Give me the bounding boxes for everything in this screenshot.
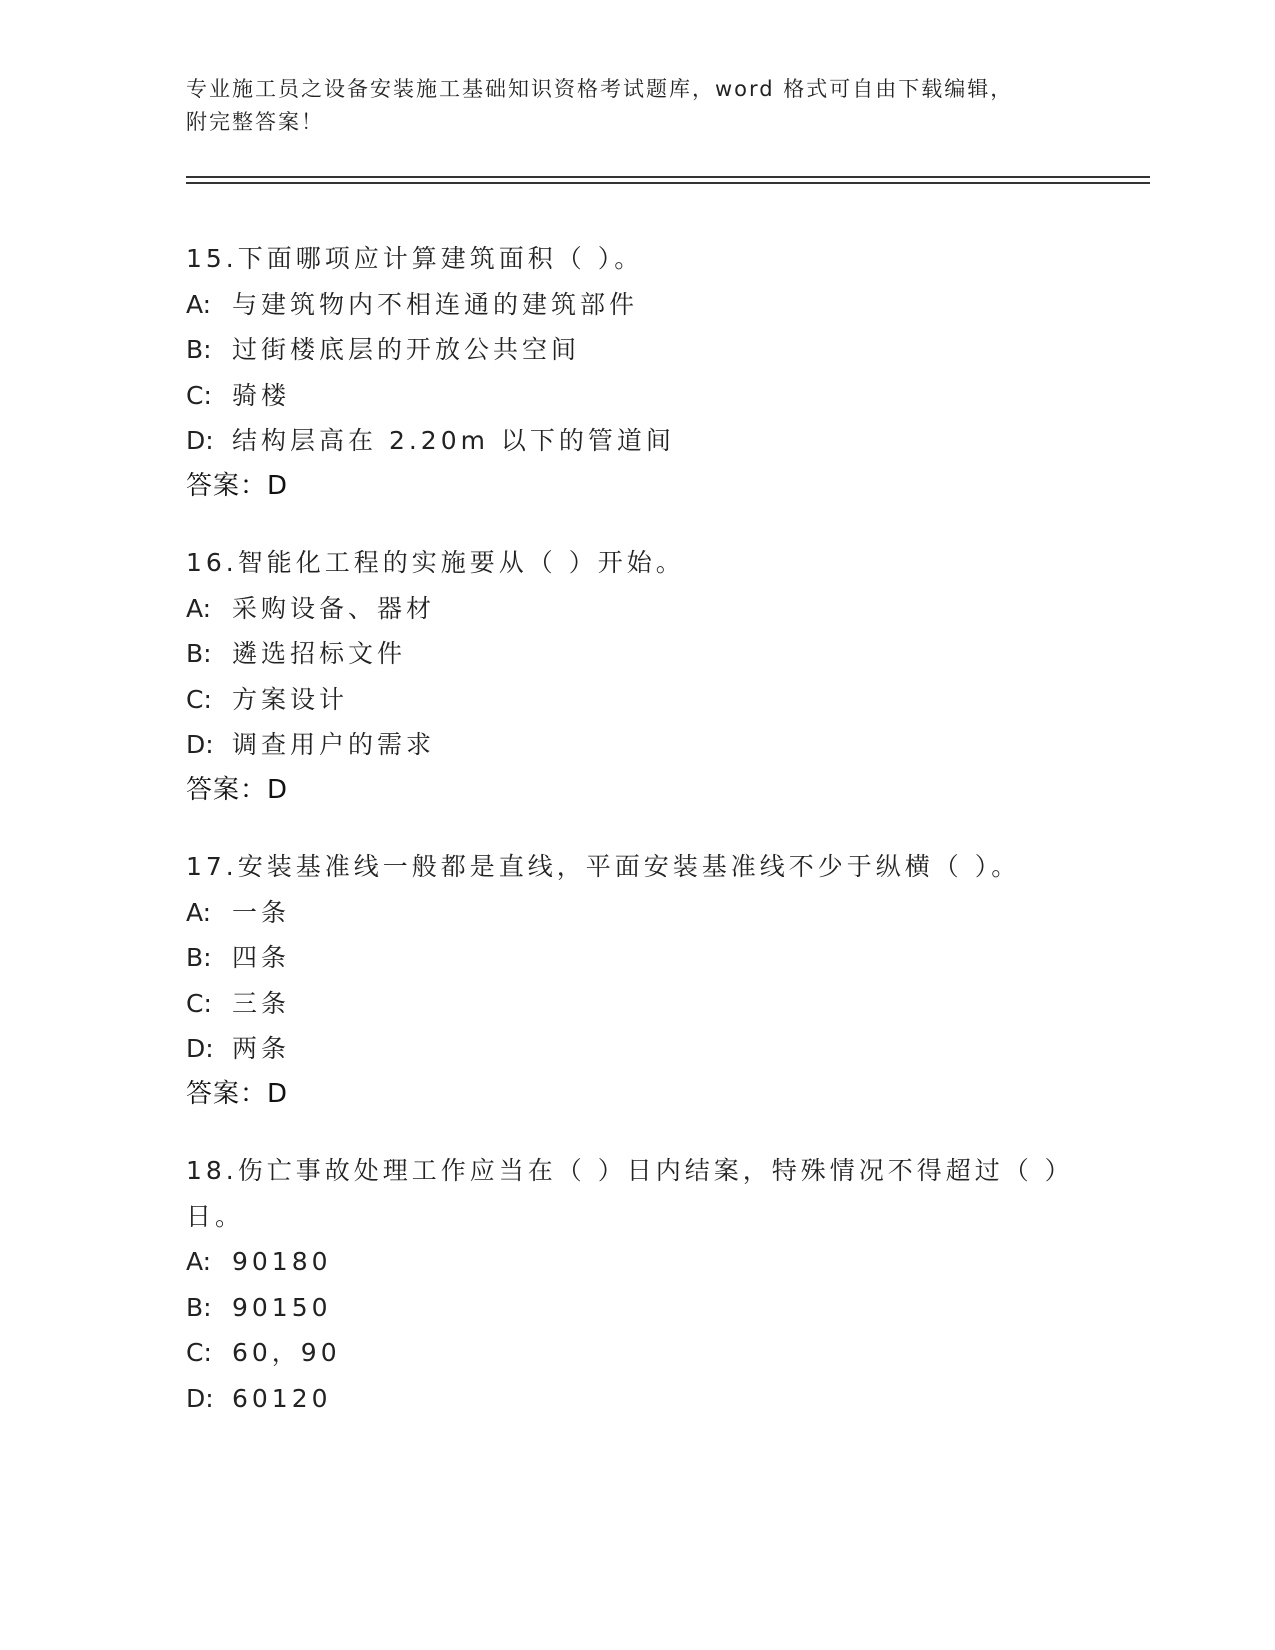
option-d: [186, 722, 1086, 768]
option-text: 与建筑物内不相连通的建筑部件: [232, 289, 639, 319]
document-header: [186, 73, 1086, 139]
option-text: 90150: [232, 1292, 332, 1322]
header-divider-top: [186, 176, 1150, 178]
answer-line: 答案：D: [186, 774, 289, 805]
question-stem: 16.智能化工程的实施要从（ ）开始。: [186, 548, 685, 577]
question-stem: 18.伤亡事故处理工作应当在（ ）日内结案，特殊情况不得超过（ ）日。: [186, 1156, 1074, 1231]
option-letter: A:: [186, 897, 212, 927]
question-stem: 17.安装基准线一般都是直线，平面安装基准线不少于纵横（ ）。: [186, 852, 1021, 881]
option-text: 方案设计: [232, 684, 349, 714]
option-letter: C:: [186, 684, 212, 714]
option-letter: B:: [186, 943, 212, 972]
option-b: [186, 1285, 1086, 1331]
option-c: [186, 981, 1086, 1027]
option-letter: C:: [186, 988, 212, 1018]
option-c: [186, 373, 1086, 419]
option-letter: D:: [186, 730, 214, 759]
option-letter: C:: [186, 1338, 212, 1367]
option-letter: A:: [186, 1247, 212, 1276]
option-text: 调查用户的需求: [232, 730, 436, 759]
header-line-2: 附完整答案！: [186, 110, 324, 134]
option-text: 过街楼底层的开放公共空间: [232, 335, 581, 364]
option-text: 结构层高在 2.20m 以下的管道间: [232, 426, 675, 455]
option-a: [186, 586, 1086, 632]
option-c: [186, 677, 1086, 723]
option-letter: D:: [186, 426, 214, 455]
header-divider-bottom: [186, 182, 1150, 184]
header-line-1: 专业施工员之设备安装施工基础知识资格考试题库，word 格式可自由下载编辑，: [186, 77, 1014, 101]
option-b: [186, 935, 1086, 981]
option-text: 90180: [232, 1247, 332, 1276]
option-d: [186, 1026, 1086, 1072]
option-letter: A:: [186, 593, 212, 623]
question-stem: 15.下面哪项应计算建筑面积（ ）。: [186, 244, 644, 273]
answer-line: 答案：D: [186, 470, 289, 501]
option-letter: B:: [186, 335, 212, 364]
option-b: [186, 631, 1086, 677]
answer-line: 答案：D: [186, 1078, 289, 1109]
question-18: [186, 1148, 1086, 1421]
question-15: [186, 236, 1086, 509]
option-letter: D:: [186, 1034, 214, 1063]
option-d: [186, 418, 1086, 464]
option-text: 三条: [232, 988, 291, 1018]
option-a: [186, 1239, 1086, 1285]
question-16: [186, 540, 1086, 813]
option-text: 骑楼: [232, 380, 291, 410]
option-c: [186, 1330, 1086, 1376]
option-b: [186, 327, 1086, 373]
option-text: 60，90: [232, 1338, 341, 1367]
question-list: [186, 236, 1086, 1452]
option-letter: D:: [186, 1383, 214, 1413]
option-letter: A:: [186, 289, 212, 319]
option-d: [186, 1376, 1086, 1422]
option-text: 遴选招标文件: [232, 639, 407, 668]
option-text: 两条: [232, 1034, 291, 1063]
option-letter: C:: [186, 380, 212, 410]
option-text: 采购设备、器材: [232, 593, 436, 623]
option-a: [186, 890, 1086, 936]
option-text: 一条: [232, 897, 291, 927]
question-17: [186, 844, 1086, 1117]
option-letter: B:: [186, 639, 212, 668]
option-a: [186, 282, 1086, 328]
option-text: 四条: [232, 943, 291, 972]
option-text: 60120: [232, 1383, 332, 1413]
option-letter: B:: [186, 1292, 212, 1322]
